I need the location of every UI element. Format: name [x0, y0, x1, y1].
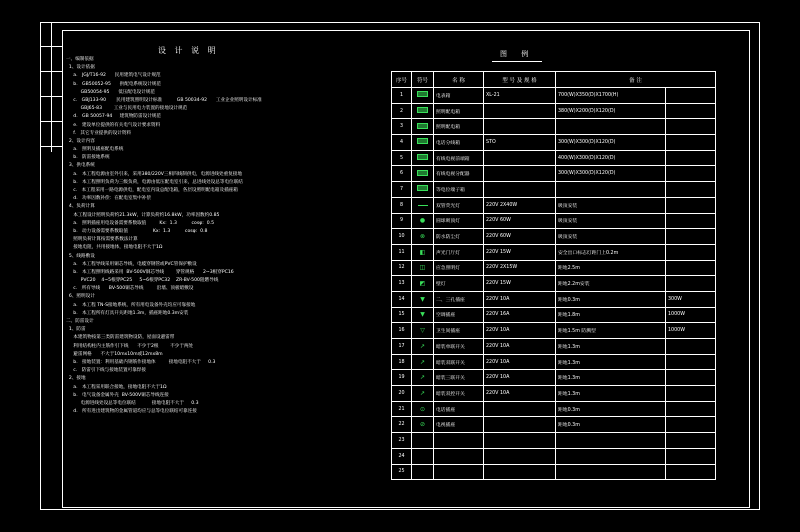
symbol-icon [412, 103, 434, 119]
row-model [484, 182, 556, 198]
row-name: 电表箱 [434, 88, 484, 104]
row-remark-2 [666, 260, 716, 276]
row-model [484, 417, 556, 433]
row-name [434, 464, 484, 480]
note-line: c. 本工程采用一路电源供电，配电室内设总配电箱，各层设照明配电箱及插座箱 [66, 188, 238, 193]
legend-row [392, 197, 716, 213]
row-number: 11 [392, 244, 412, 260]
row-model: 220V 15W [484, 244, 556, 260]
row-remark-2 [666, 150, 716, 166]
row-number: 23 [392, 433, 412, 449]
symbol-icon: ● [412, 213, 434, 229]
row-number: 17 [392, 339, 412, 355]
row-model: STO [484, 135, 556, 151]
note-line: 2、接地 [66, 376, 86, 382]
header-symbol: 符号 [412, 72, 434, 88]
symbol-icon: ↗ [412, 386, 434, 402]
row-model [484, 150, 556, 166]
row-remark [556, 464, 666, 480]
note-line: 5、线路敷设 [66, 253, 95, 259]
row-number: 20 [392, 386, 412, 402]
row-model [484, 401, 556, 417]
row-name: 暗装双联开关 [434, 354, 484, 370]
row-name: 卫生间插座 [434, 323, 484, 339]
row-number: 15 [392, 307, 412, 323]
row-remark-2 [666, 213, 716, 229]
row-remark: 距地1.3m [556, 370, 666, 386]
row-remark-2: 1000W [666, 323, 716, 339]
legend-row [392, 182, 716, 198]
binding-strip [40, 22, 62, 152]
legend-row [392, 433, 716, 449]
row-model: 220V 10A [484, 339, 556, 355]
note-line: 本建筑物按第三类防雷建筑物设防，屋面设避雷带 [66, 335, 175, 341]
note-line: 避雷网格 不大于10mx10m或12mx8m [66, 351, 163, 357]
row-name: 防水防尘灯 [434, 229, 484, 245]
note-line: 1、设计依据 [66, 65, 95, 71]
row-name: 照明配电箱 [434, 119, 484, 135]
note-line: 3、供电系统 [66, 163, 95, 169]
note-line: a. JGJ/T16-92 民用建筑电气设计规范 [66, 73, 161, 79]
row-remark-2 [666, 401, 716, 417]
row-remark: 距地0.3m [556, 401, 666, 417]
legend-row [392, 417, 716, 433]
row-name: 等电位端子箱 [434, 182, 484, 198]
row-remark: 400(W)X300(D)X120(D) [556, 150, 666, 166]
symbol-icon [412, 119, 434, 135]
row-remark-2: 1000W [666, 307, 716, 323]
note-line: 1、防雷 [66, 327, 86, 333]
row-name: 空调插座 [434, 307, 484, 323]
note-line: b. 本工程所有灯具开关距地1.3m，插座距地0.3m安装 [66, 310, 189, 316]
row-name: 电话分线箱 [434, 135, 484, 151]
row-number: 5 [392, 150, 412, 166]
note-line: GBJ65-83 工业与民用电力装置的接地设计规范 [66, 106, 188, 112]
row-remark-2 [666, 244, 716, 260]
row-number: 19 [392, 370, 412, 386]
symbol-icon: ↗ [412, 354, 434, 370]
header-no: 序号 [392, 72, 412, 88]
note-line: a. 本工程导线采用铜芯导线，电缆穿钢管或PVC管保护敷设 [66, 261, 197, 267]
row-model [484, 166, 556, 182]
row-remark: 吸顶安装 [556, 197, 666, 213]
row-name: 有线电视分配器 [434, 166, 484, 182]
row-remark [556, 182, 666, 198]
row-number: 9 [392, 213, 412, 229]
row-name: 电话插座 [434, 401, 484, 417]
legend-row [392, 448, 716, 464]
legend-table [391, 71, 716, 480]
row-model [484, 433, 556, 449]
row-number: 22 [392, 417, 412, 433]
row-remark: 300(W)X300(D)X120(D) [556, 135, 666, 151]
note-line: c. 所有导线 BV-500铜芯导线 沿墙、顶板暗敷设 [66, 286, 194, 292]
row-remark: 距地1.8m [556, 307, 666, 323]
row-number: 12 [392, 260, 412, 276]
row-model: 220V 60W [484, 213, 556, 229]
note-line: 4、负荷计算 [66, 204, 95, 210]
note-line: b. 动力设备需要系数取值 Kx: 1.3 cosφ: 0.8 [66, 228, 208, 234]
note-line: d. 功率因数补偿：在配电室集中补偿 [66, 196, 151, 202]
row-name [434, 433, 484, 449]
symbol-icon: ▼ [412, 307, 434, 323]
note-line: b. 本工程照明线路采用 BV-500V铜芯导线 穿管规格 2~3根穿PC16 [66, 269, 234, 275]
row-name: 双管荧光灯 [434, 197, 484, 213]
row-name: 暗装双控开关 [434, 386, 484, 402]
row-number: 7 [392, 182, 412, 198]
row-remark: 距地1.3m [556, 386, 666, 402]
legend-title: 图 例 [500, 50, 535, 58]
row-name: 暗装单联开关 [434, 339, 484, 355]
legend-row [392, 464, 716, 480]
row-remark: 距地1.5m 防溅型 [556, 323, 666, 339]
legend-row [392, 135, 716, 151]
note-line: c. 防雷引下线与接地装置可靠焊接 [66, 368, 146, 374]
note-line: b. 本工程照明负荷为三级负荷，电源由低压配电室引来，总进线处设总等电位联结 [66, 179, 243, 185]
row-number: 25 [392, 464, 412, 480]
row-remark-2 [666, 417, 716, 433]
row-remark-2 [666, 276, 716, 292]
note-line: b. 防雷接地系统 [66, 155, 110, 161]
note-line: 本工程设计照明负荷约21.3kW，计算负荷约16.8kW，功率因数约0.85 [66, 212, 220, 218]
row-remark: 吸顶安装 [556, 213, 666, 229]
row-remark-2 [666, 448, 716, 464]
header-remark: 备 注 [556, 72, 716, 88]
row-remark: 距地2.5m [556, 260, 666, 276]
row-remark: 安全出口标志灯距门上0.2m [556, 244, 666, 260]
note-line: a. 本工程电源由室外引来，采用380/220V三相四线制供电，电源进线处重复接地 [66, 171, 242, 177]
row-remark-2 [666, 354, 716, 370]
row-number: 1 [392, 88, 412, 104]
row-remark-2 [666, 166, 716, 182]
row-remark-2 [666, 103, 716, 119]
row-model [484, 448, 556, 464]
row-name: 声光门厅灯 [434, 244, 484, 260]
row-remark: 距地1.3m [556, 354, 666, 370]
note-line: 二、防雷设计 [66, 319, 94, 324]
row-remark [556, 119, 666, 135]
row-number: 16 [392, 323, 412, 339]
row-number: 13 [392, 276, 412, 292]
header-model: 型 号 及 规 格 [484, 72, 556, 88]
page-title: 设 计 说 明 [158, 46, 219, 55]
note-line: a. 本工程 TN-S接地系统，所有用电设备外壳均应可靠接地 [66, 302, 196, 308]
row-remark: 300(W)X300(D)X120(D) [556, 166, 666, 182]
legend-row [392, 103, 716, 119]
row-remark: 距地0.3m [556, 417, 666, 433]
row-name [434, 448, 484, 464]
note-line: f. 其它专业提供的设计资料 [66, 130, 131, 136]
note-line: 2、设计内容 [66, 138, 95, 144]
symbol-icon [412, 150, 434, 166]
row-remark-2 [666, 119, 716, 135]
row-model [484, 119, 556, 135]
row-remark [556, 448, 666, 464]
note-line: d. 所有进出建筑物的金属管道均应与总等电位联结可靠连接 [66, 409, 197, 415]
row-model [484, 464, 556, 480]
row-model: 220V 10A [484, 323, 556, 339]
symbol-icon: ▼ [412, 291, 434, 307]
symbol-icon [412, 448, 434, 464]
legend-row [392, 276, 716, 292]
legend-row [392, 354, 716, 370]
row-remark-2 [666, 339, 716, 355]
row-number: 4 [392, 135, 412, 151]
note-line: 电源进线处设总等电位联结 接地电阻不大于 0.3 [66, 400, 199, 406]
row-remark-2 [666, 182, 716, 198]
row-remark: 700(W)X350(D)X1700(H) [556, 88, 666, 104]
legend-row [392, 150, 716, 166]
note-line: 接地电阻，共用接地体，接地电阻不大于1Ω [66, 245, 163, 251]
legend-row [392, 307, 716, 323]
symbol-icon [412, 433, 434, 449]
note-line: 利用结构柱内主筋作引下线 不少于2根 不少于两处 [66, 343, 194, 349]
note-line: e. 建设单位提供的有关电气设计要求资料 [66, 122, 161, 128]
row-remark-2: 300W [666, 291, 716, 307]
row-number: 18 [392, 354, 412, 370]
row-number: 10 [392, 229, 412, 245]
row-remark: 距地0.3m [556, 291, 666, 307]
row-name: 电视插座 [434, 417, 484, 433]
note-line: a. 本工程采用联合接地，接地电阻不大于1Ω [66, 384, 167, 390]
symbol-icon: ↗ [412, 339, 434, 355]
row-model: 220V 10A [484, 386, 556, 402]
symbol-icon [412, 464, 434, 480]
row-number: 6 [392, 166, 412, 182]
note-line: b. 接地装置：利用基础内钢筋作接地体 接地电阻不大于 0.3 [66, 359, 216, 365]
row-name: 有线电视前端箱 [434, 150, 484, 166]
row-model: 220V 2X15W [484, 260, 556, 276]
row-model: 220V 2X40W [484, 197, 556, 213]
row-remark-2 [666, 386, 716, 402]
row-model: 220V 10A [484, 370, 556, 386]
row-remark-2 [666, 433, 716, 449]
row-remark-2 [666, 464, 716, 480]
row-number: 24 [392, 448, 412, 464]
row-number: 2 [392, 103, 412, 119]
design-notes [66, 56, 386, 416]
note-line: PVC20 4~5根穿PC25 5~6根穿PC32 ZR-BV-500阻燃导线 [66, 278, 219, 284]
symbol-icon: ↗ [412, 370, 434, 386]
row-number: 3 [392, 119, 412, 135]
note-line: d. GB 50057-94 建筑物防雷设计规范 [66, 114, 161, 120]
note-line: b. 电气设备金属外壳 BV-500V铜芯导线连接 [66, 392, 169, 398]
legend-row [392, 260, 716, 276]
row-model: XL-21 [484, 88, 556, 104]
symbol-icon: ◧ [412, 244, 434, 260]
note-line: 照明负荷计算按需要系数法计算 [66, 237, 138, 243]
note-line: c. GBJ133-90 民用建筑照明设计标准 GB 50034-92 工业企业照明设计标准 [66, 97, 262, 103]
row-name: 二、三孔插座 [434, 291, 484, 307]
legend-row [392, 229, 716, 245]
note-line: 一、编制依据 [66, 57, 94, 62]
legend-row [392, 291, 716, 307]
legend-row [392, 401, 716, 417]
row-remark: 距地1.3m [556, 339, 666, 355]
note-line: 6、照明设计 [66, 294, 95, 300]
row-remark: 距地2.2m安装 [556, 276, 666, 292]
note-line: a. 照明及插座配电系统 [66, 147, 124, 153]
row-name: 照明配电箱 [434, 103, 484, 119]
header-name: 名 称 [434, 72, 484, 88]
legend-row [392, 88, 716, 104]
symbol-icon [412, 197, 434, 213]
row-remark-2 [666, 197, 716, 213]
row-name: 暗装三联开关 [434, 370, 484, 386]
legend-row [392, 166, 716, 182]
row-remark-2 [666, 135, 716, 151]
row-remark-2 [666, 229, 716, 245]
legend-row [392, 244, 716, 260]
row-model: 220V 10A [484, 354, 556, 370]
row-number: 21 [392, 401, 412, 417]
legend-row [392, 386, 716, 402]
row-model: 220V 15W [484, 276, 556, 292]
row-remark: 380(W)X200(D)X120(D) [556, 103, 666, 119]
symbol-icon: ⊙ [412, 401, 434, 417]
row-number: 14 [392, 291, 412, 307]
legend-row [392, 339, 716, 355]
note-line: GB50054-95 低压配电设计规范 [66, 89, 155, 95]
row-name: 壁灯 [434, 276, 484, 292]
row-name: 圆球吸顶灯 [434, 213, 484, 229]
row-remark: 吸顶安装 [556, 229, 666, 245]
row-remark-2 [666, 88, 716, 104]
note-line: a. 照明插座用电设备需要系数取值 Kx: 1.3 cosφ: 0.5 [66, 220, 215, 226]
symbol-icon [412, 88, 434, 104]
note-line: b. GB50052-95 供配电系统设计规范 [66, 81, 161, 87]
legend-row [392, 323, 716, 339]
row-model: 220V 16A [484, 307, 556, 323]
legend-row [392, 213, 716, 229]
symbol-icon: ⊘ [412, 417, 434, 433]
row-number: 8 [392, 197, 412, 213]
symbol-icon [412, 166, 434, 182]
row-remark [556, 433, 666, 449]
symbol-icon: ▽ [412, 323, 434, 339]
symbol-icon: ◩ [412, 276, 434, 292]
row-name: 应急照明灯 [434, 260, 484, 276]
symbol-icon: ⊗ [412, 229, 434, 245]
row-model [484, 103, 556, 119]
symbol-icon [412, 135, 434, 151]
row-model: 220V 60W [484, 229, 556, 245]
symbol-icon [412, 182, 434, 198]
legend-row [392, 370, 716, 386]
legend-row [392, 119, 716, 135]
row-remark-2 [666, 370, 716, 386]
symbol-icon: ◫ [412, 260, 434, 276]
row-model: 220V 10A [484, 291, 556, 307]
